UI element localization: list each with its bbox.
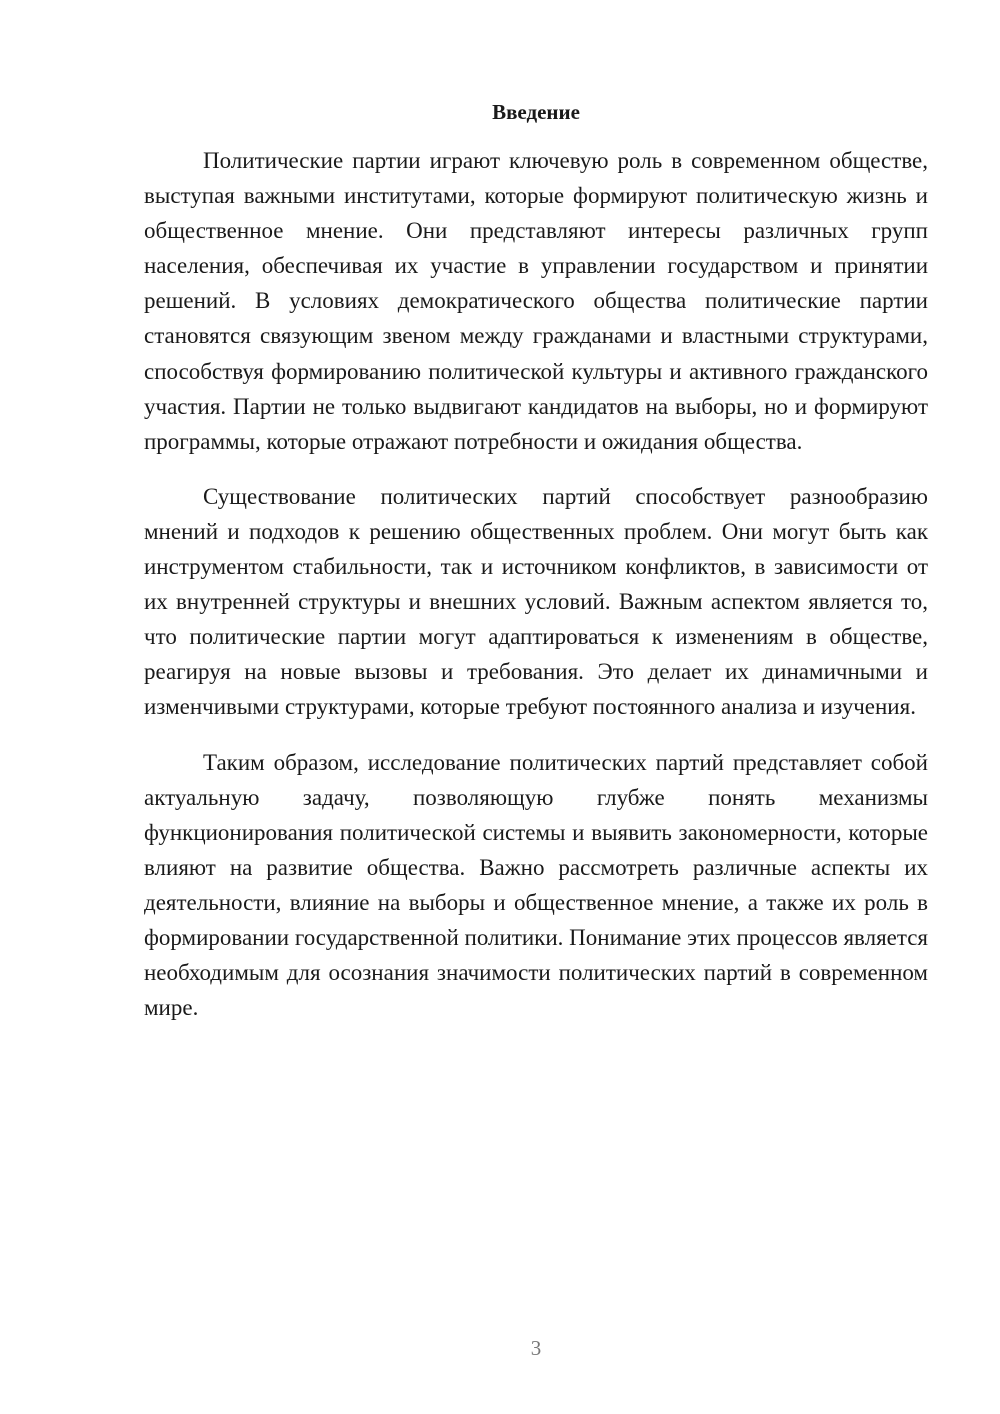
paragraph-1: Политические партии играют ключевую роль в современном обществе, выступая важными институтами, которые формируют политическую жизнь и общественное мнение. Они представляют интересы различных групп населения, обеспечивая их участие в управлении государством и принятии решений. В условиях демократического общества политические партии становятся связующим звеном между гражданами и властными структурами, способствуя формированию политической культуры и активного гражданского участия. Партии не только выдвигают кандидатов на выборы, но и формируют программы, которые отражают потребности и ожидания общества. xyxy=(144,148,928,454)
paragraph-2: Существование политических партий способствует разнообразию мнений и подходов к решению общественных проблем. Они могут быть как инструментом стабильности, так и источником конфликтов, в зависимости от их внутренней структуры и внешних условий. Важным аспектом является то, что политические партии могут адаптироваться к изменениям в обществе, реагируя на новые вызовы и требования. Это делает их динамичными и изменчивыми структурами, которые требуют постоянного анализа и изучения. xyxy=(144,483,928,720)
document-body xyxy=(144,143,928,1045)
page-number: 3 xyxy=(530,1336,542,1360)
paragraph-3: Таким образом, исследование политических партий представляет собой актуальную задачу, позволяющую глубже понять механизмы функционирования политической системы и выявить закономерности, которые влияют на развитие общества. Важно рассмотреть различные аспекты их деятельности, влияние на выборы и общественное мнение, а также их роль в формировании государственной политики. Понимание этих процессов является необходимым для осознания значимости политических партий в современном мире. xyxy=(144,749,928,1021)
page-title: Введение xyxy=(492,100,580,124)
